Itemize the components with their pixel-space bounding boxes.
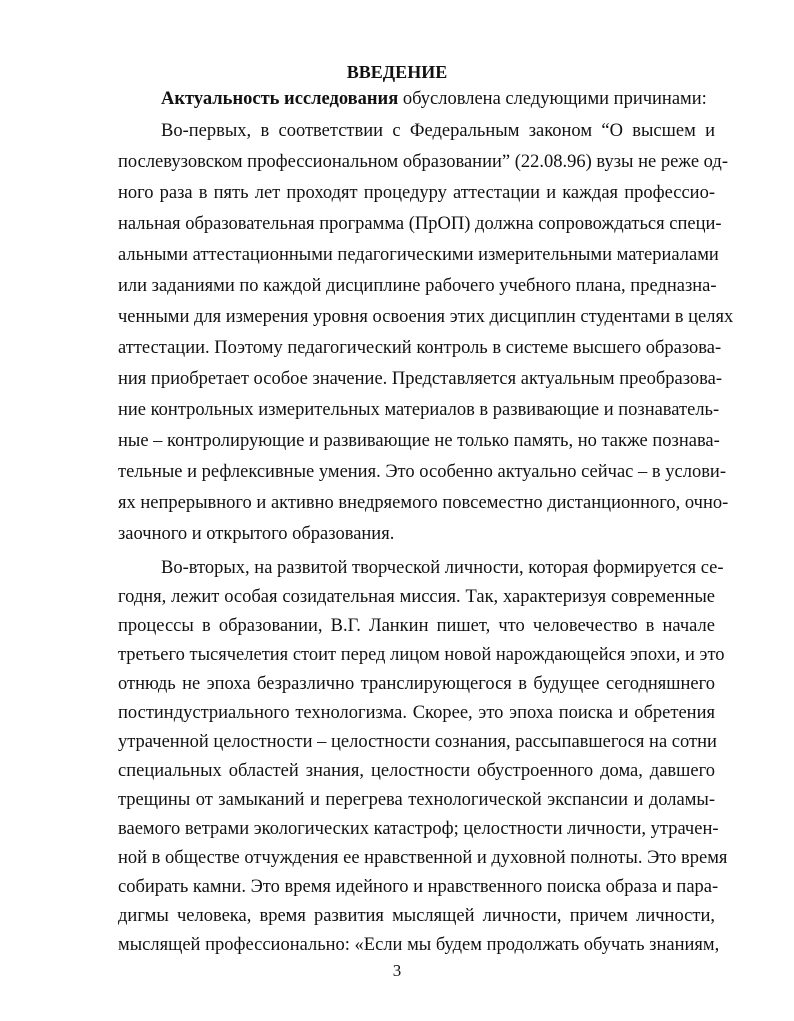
paragraph1-line: Во-первых, в соответствии с Федеральным законом “О высшем и [161, 121, 715, 141]
paragraph2-line: ной в обществе отчуждения ее нравственной и духовной полноты. Это время [118, 848, 728, 868]
section-heading: ВВЕДЕНИЕ [346, 62, 448, 82]
relevance-bold-lead: Актуальность исследования [161, 89, 399, 109]
paragraph2-line: специальных областей знания, целостности обустроенного дома, давшего [118, 761, 715, 781]
paragraph1-line: ченными для измерения уровня освоения этих дисциплин студентами в целях [118, 307, 734, 327]
paragraph1-line: или заданиями по каждой дисциплине рабочего учебного плана, предназна- [118, 276, 717, 296]
paragraph2-line: утраченной целостности – целостности сознания, рассыпавшегося на сотни [118, 732, 717, 752]
paragraph2-line: постиндустриального технологизма. Скорее, это эпоха поиска и обретения [118, 703, 715, 723]
paragraph2-line: мыслящей профессионально: «Если мы будем продолжать обучать знаниям, [118, 935, 720, 955]
paragraph1-line: заочного и открытого образования. [118, 524, 395, 544]
paragraph2-line: третьего тысячелетия стоит перед лицом новой нарождающейся эпохи, и это [118, 645, 725, 665]
paragraph1-line: нальная образовательная программа (ПрОП) должна сопровождаться специ- [118, 214, 722, 234]
paragraph1-line: ях непрерывного и активно внедряемого повсеместно дистанционного, очно- [118, 493, 729, 513]
paragraph2-line: отнюдь не эпоха безразлично транслирующегося в будущее сегодняшнего [118, 674, 715, 694]
paragraph1-line: аттестации. Поэтому педагогический контроль в системе высшего образова- [118, 338, 722, 358]
paragraph1-line: ного раза в пять лет проходят процедуру аттестации и каждая профессио- [118, 183, 715, 203]
paragraph2-line: собирать камни. Это время идейного и нравственного поиска образа и пара- [118, 877, 719, 897]
page-number: 3 [392, 961, 402, 980]
paragraph2-line: ваемого ветрами экологических катастроф; целостности личности, утрачен- [118, 819, 719, 839]
paragraph1-line: ния приобретает особое значение. Представляется актуальным преобразова- [118, 369, 723, 389]
paragraph2-line: годня, лежит особая созидательная миссия. Так, характеризуя современные [118, 587, 715, 607]
paragraph1-line: ные – контролирующие и развивающие не только память, но также познава- [118, 431, 720, 451]
paragraph2-line: процессы в образовании, В.Г. Ланкин пишет, что человечество в начале [118, 616, 715, 636]
paragraph1-line: послевузовском профессиональном образовании” (22.08.96) вузы не реже од- [118, 152, 728, 172]
paragraph1-line: альными аттестационными педагогическими измерительными материалами [118, 245, 719, 265]
relevance-line [161, 87, 707, 111]
paragraph2-line: дигмы человека, время развития мыслящей личности, причем личности, [118, 906, 715, 926]
relevance-rest: обусловлена следующими причинами: [398, 89, 707, 109]
paragraph2-line: Во-вторых, на развитой творческой личности, которая формируется се- [161, 558, 724, 578]
paragraph1-line: тельные и рефлексивные умения. Это особенно актуально сейчас – в услови- [118, 462, 726, 482]
paragraph2-line: трещины от замыканий и перегрева технологической экспансии и доламы- [118, 790, 715, 810]
paragraph1-line: ние контрольных измерительных материалов в развивающие и познаватель- [118, 400, 720, 420]
